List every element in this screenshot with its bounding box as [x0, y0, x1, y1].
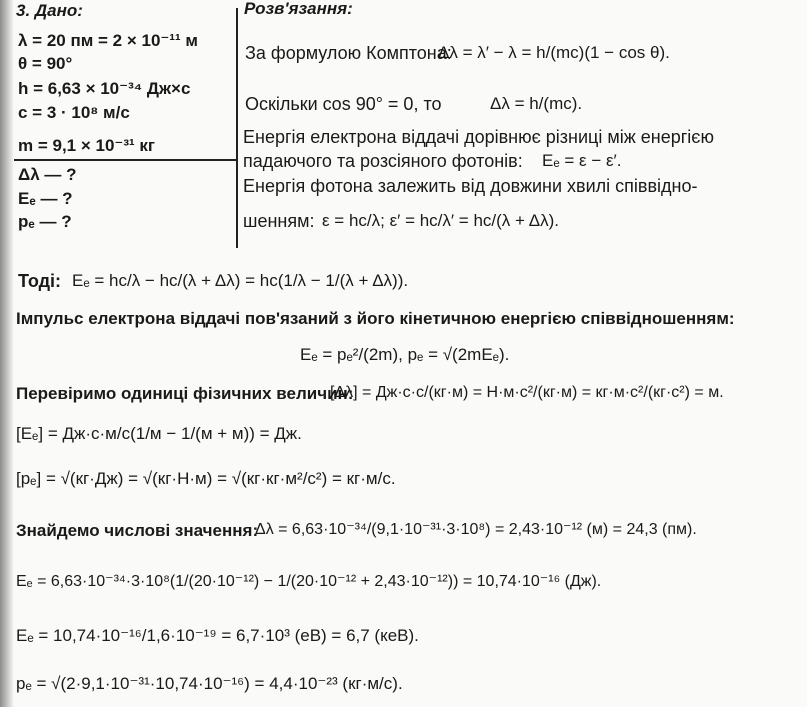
- cos-text: Оскільки cos 90° = 0, то: [245, 94, 442, 114]
- given-theta: θ = 90°: [18, 54, 73, 73]
- compton-intro: За формулою Комптона:: [245, 43, 452, 63]
- then-formula: Eₑ = hc/λ − hc/(λ + Δλ) = hc(1/λ − 1/(λ + Δλ)).: [72, 271, 409, 290]
- units-momentum: [pₑ] = √(кг·Дж) = √(кг·Н·м) = √(кг·кг·м²/с²) = кг·м/с.: [16, 469, 396, 488]
- given-planck: h = 6,63 × 10⁻³⁴ Дж×с: [18, 79, 191, 98]
- then-label: Тоді:: [18, 271, 62, 291]
- given-mass: m = 9,1 × 10⁻³¹ кг: [18, 136, 156, 155]
- momentum-text: Імпульс електрона віддачі пов'язаний з його кінетичною енергією співвідношенням:: [16, 309, 735, 328]
- given-lambda: λ = 20 пм = 2 × 10⁻¹¹ м: [18, 31, 199, 50]
- photon-text-2: шенням:: [243, 211, 315, 231]
- energy-formula: Eₑ = ε − ε′.: [542, 151, 622, 170]
- numeric-delta-lambda: Δλ = 6,63·10⁻³⁴/(9,1·10⁻³¹·3·10⁸) = 2,43·10⁻¹² (м) = 24,3 (пм).: [255, 521, 697, 538]
- unknown-delta-lambda: Δλ — ?: [18, 165, 77, 184]
- given-speed: c = 3 · 10⁸ м/с: [18, 103, 130, 122]
- unknown-energy: Eₑ — ?: [18, 189, 73, 208]
- photon-formula: ε = hc/λ; ε′ = hc/λ′ = hc/(λ + Δλ).: [322, 211, 559, 230]
- units-delta-lambda: [Δλ] = Дж·с·с/(кг·м) = Н·м·с²/(кг·м) = кг·м·с²/(кг·с²) = м.: [330, 384, 724, 401]
- energy-text-1: Енергія електрона віддачі дорівнює різниці між енергією: [243, 127, 714, 147]
- scan-shadow: [0, 0, 14, 707]
- compton-formula: Δλ = λ′ − λ = h/(mc)(1 − cos θ).: [438, 43, 670, 62]
- numeric-text: Знайдемо числові значення:: [16, 521, 259, 540]
- photon-text-1: Енергія фотона залежить від довжини хвилі співвідно-: [243, 176, 698, 196]
- solution-header: Розв'язання:: [244, 0, 353, 18]
- units-text: Перевіримо одиниці фізичних величин:: [16, 384, 354, 403]
- momentum-formula: Eₑ = pₑ²/(2m), pₑ = √(2mEₑ).: [300, 345, 510, 364]
- given-header: 3. Дано:: [16, 1, 83, 20]
- numeric-momentum: pₑ = √(2·9,1·10⁻³¹·10,74·10⁻¹⁶) = 4,4·10⁻²³ (кг·м/с).: [16, 674, 403, 693]
- numeric-energy-ev: Eₑ = 10,74·10⁻¹⁶/1,6·10⁻¹⁹ = 6,7·10³ (еВ) = 6,7 (кеВ).: [16, 626, 419, 645]
- unknown-momentum: pₑ — ?: [18, 212, 72, 231]
- energy-text-2: падаючого та розсіяного фотонів:: [243, 151, 523, 171]
- given-divider: [14, 159, 236, 161]
- cos-formula: Δλ = h/(mc).: [490, 94, 583, 113]
- units-energy: [Eₑ] = Дж·с·м/с(1/м − 1/(м + м)) = Дж.: [16, 424, 302, 443]
- numeric-energy-joule: Eₑ = 6,63·10⁻³⁴·3·10⁸(1/(20·10⁻¹²) − 1/(20·10⁻¹² + 2,43·10⁻¹²)) = 10,74·10⁻¹⁶ (Дж).: [16, 573, 602, 590]
- given-vertical-divider: [236, 8, 238, 248]
